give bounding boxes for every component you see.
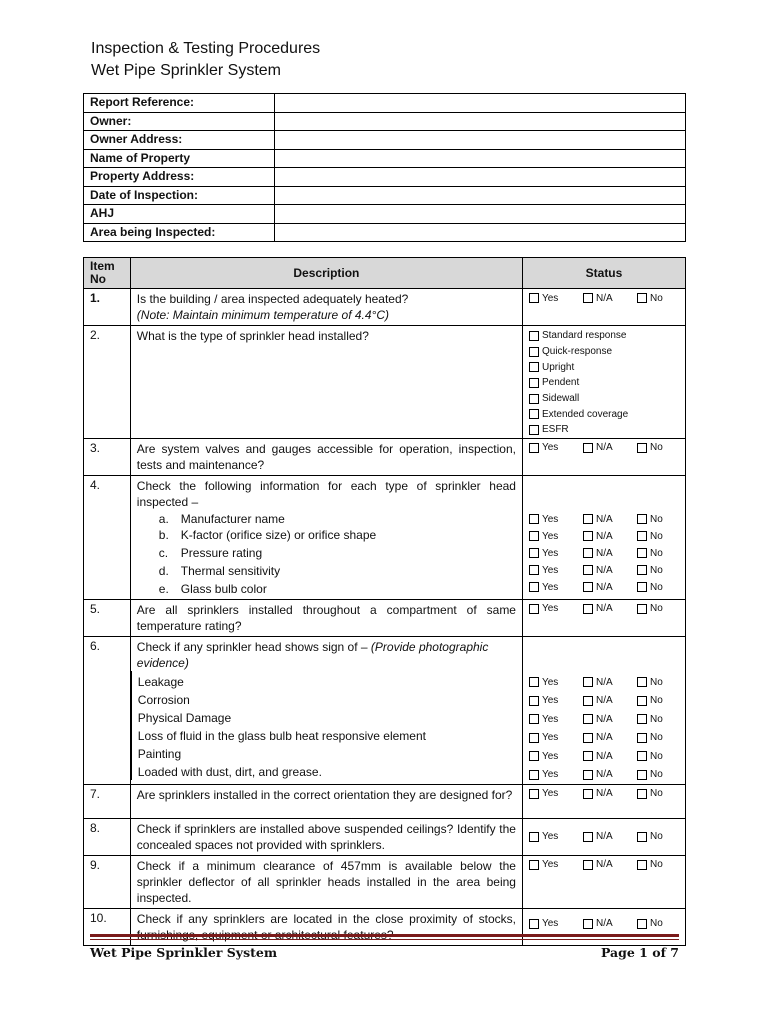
na-checkbox[interactable] [583, 443, 593, 453]
status-options: Yes N/A No [523, 915, 685, 933]
inspection-checklist-table [83, 257, 686, 946]
item-description: Check if any sprinkler head shows sign of – (Provide photographic evidence) [136, 639, 489, 670]
table-row [84, 784, 686, 818]
info-value-field[interactable] [275, 94, 686, 113]
list-item: a. Manufacturer name [158, 511, 285, 526]
status-options: Yes N/A No [523, 828, 685, 846]
info-row [84, 168, 686, 187]
na-checkbox[interactable] [583, 565, 593, 575]
yes-checkbox[interactable] [529, 832, 539, 842]
info-row [84, 112, 686, 131]
info-label: AHJ [84, 205, 275, 224]
no-checkbox[interactable] [637, 832, 647, 842]
info-label: Name of Property [84, 149, 275, 168]
yes-checkbox[interactable] [529, 531, 539, 541]
yes-checkbox[interactable] [529, 860, 539, 870]
no-checkbox[interactable] [637, 531, 647, 541]
item-number: 2. [84, 326, 131, 439]
status-options: Yes N/A No [523, 856, 685, 874]
info-label: Owner: [84, 112, 275, 131]
table-row [84, 818, 686, 855]
table-row [84, 326, 686, 439]
na-checkbox[interactable] [583, 696, 593, 706]
yes-checkbox[interactable] [529, 514, 539, 524]
item-number: 9. [84, 855, 131, 908]
report-info-table [83, 93, 686, 242]
na-label: N/A [595, 292, 613, 304]
upright-checkbox[interactable] [529, 362, 539, 372]
item-description: Are system valves and gauges accessible for operation, inspection, tests and maintenance? [136, 441, 516, 472]
na-checkbox[interactable] [583, 789, 593, 799]
extended-coverage-checkbox[interactable] [529, 409, 539, 419]
item-number: 1. [84, 289, 131, 326]
item-description: Are all sprinklers installed throughout a compartment of same temperature rating? [136, 602, 516, 633]
status-options-group: Yes N/A No Yes N/A No Yes N/A No Yes N/A No Yes N/A No Yes N/A No [523, 637, 685, 784]
item-number: 7. [84, 784, 131, 818]
list-item: c. Pressure rating [158, 545, 263, 560]
no-checkbox[interactable] [637, 514, 647, 524]
list-item: Painting [131, 744, 516, 762]
table-row [84, 855, 686, 908]
na-checkbox[interactable] [583, 548, 593, 558]
no-checkbox[interactable] [637, 582, 647, 592]
no-checkbox[interactable] [637, 789, 647, 799]
pendent-checkbox[interactable] [529, 378, 539, 388]
yes-checkbox[interactable] [529, 604, 539, 614]
list-item: Loaded with dust, dirt, and grease. [131, 762, 516, 780]
info-label: Area being Inspected: [84, 223, 275, 242]
item-number: 4. [84, 475, 131, 599]
yes-checkbox[interactable] [529, 293, 539, 303]
footer-document-name: Wet Pipe Sprinkler System [90, 945, 278, 960]
document-title: Inspection & Testing Procedures [91, 40, 321, 57]
item-description: Check if any sprinklers are located in the close proximity of stocks, [136, 911, 516, 926]
info-value-field[interactable] [275, 112, 686, 131]
yes-checkbox[interactable] [529, 733, 539, 743]
info-label: Owner Address: [84, 131, 275, 150]
status-options: Yes N/A No [523, 785, 685, 803]
no-checkbox[interactable] [637, 443, 647, 453]
list-item: Loss of fluid in the glass bulb heat responsive element [131, 726, 516, 744]
status-options-group: Yes N/A No Yes N/A No Yes N/A No Yes N/A No Yes N/A No [523, 476, 685, 596]
footer-page-number: Page 1 of 7 [600, 945, 679, 960]
status-options [523, 289, 685, 307]
footer-divider [90, 934, 679, 937]
list-item: Corrosion [131, 690, 516, 708]
no-checkbox[interactable] [637, 733, 647, 743]
no-checkbox[interactable] [637, 919, 647, 929]
na-checkbox[interactable] [583, 860, 593, 870]
na-checkbox[interactable] [583, 919, 593, 929]
item-description: Check the following information for each type of sprinkler head inspected – [136, 478, 516, 509]
info-row [84, 149, 686, 168]
yes-label: Yes [541, 442, 559, 454]
document-subtitle: Wet Pipe Sprinkler System [91, 62, 281, 79]
na-checkbox[interactable] [583, 832, 593, 842]
item-number: 10. [84, 908, 131, 945]
no-checkbox[interactable] [637, 565, 647, 575]
no-checkbox[interactable] [637, 604, 647, 614]
item-note: (Note: Maintain minimum temperature of 4.4°C) [136, 308, 390, 322]
item-number: 3. [84, 438, 131, 475]
info-row [84, 223, 686, 242]
option-label: Quick-response [541, 346, 613, 358]
item-number: 8. [84, 818, 131, 855]
table-row [84, 636, 686, 784]
info-label: Date of Inspection: [84, 186, 275, 205]
list-item: Leakage [131, 671, 516, 690]
no-checkbox[interactable] [637, 770, 647, 780]
table-header-row [84, 258, 686, 289]
no-checkbox[interactable] [637, 714, 647, 724]
info-row [84, 186, 686, 205]
no-checkbox[interactable] [637, 696, 647, 706]
table-row [84, 289, 686, 326]
list-item: d. Thermal sensitivity [158, 563, 281, 578]
item-description: Check if a minimum clearance of 457mm is available below the sprinkler deflector of all sprinkler heads installed in the area being inspected. [136, 858, 516, 905]
no-checkbox[interactable] [637, 751, 647, 761]
info-value-field[interactable] [275, 186, 686, 205]
na-checkbox[interactable] [583, 677, 593, 687]
option-label: Upright [541, 361, 575, 373]
info-value-field[interactable] [275, 223, 686, 242]
col-header-status: Status [522, 258, 685, 289]
info-row [84, 205, 686, 224]
esfr-checkbox[interactable] [529, 425, 539, 435]
no-label: No [649, 292, 663, 304]
yes-checkbox[interactable] [529, 582, 539, 592]
na-checkbox[interactable] [583, 751, 593, 761]
yes-checkbox[interactable] [529, 789, 539, 799]
no-checkbox[interactable] [637, 548, 647, 558]
no-checkbox[interactable] [637, 677, 647, 687]
col-header-item-no: Item No [84, 258, 131, 289]
table-row [84, 599, 686, 636]
yes-checkbox[interactable] [529, 548, 539, 558]
na-checkbox[interactable] [583, 514, 593, 524]
info-label: Property Address: [84, 168, 275, 187]
yes-checkbox[interactable] [529, 696, 539, 706]
item-number: 6. [84, 636, 131, 784]
na-checkbox[interactable] [583, 714, 593, 724]
na-checkbox[interactable] [583, 531, 593, 541]
status-options: Yes N/A No [523, 600, 685, 618]
option-label: Extended coverage [541, 408, 629, 420]
info-label: Report Reference: [84, 94, 275, 113]
info-value-field[interactable] [275, 131, 686, 150]
na-checkbox[interactable] [583, 770, 593, 780]
standard-response-checkbox[interactable] [529, 331, 539, 341]
col-header-description: Description [130, 258, 522, 289]
na-checkbox[interactable] [583, 293, 593, 303]
na-label: N/A [595, 442, 613, 454]
no-checkbox[interactable] [637, 860, 647, 870]
sidewall-checkbox[interactable] [529, 394, 539, 404]
yes-checkbox[interactable] [529, 714, 539, 724]
no-label: No [649, 442, 663, 454]
item-description: What is the type of sprinkler head installed? [136, 329, 369, 343]
list-item: e. Glass bulb color [158, 581, 267, 596]
status-options [523, 439, 685, 457]
info-row [84, 131, 686, 150]
na-checkbox[interactable] [583, 582, 593, 592]
option-label: Pendent [541, 377, 580, 389]
no-checkbox[interactable] [637, 293, 647, 303]
na-checkbox[interactable] [583, 733, 593, 743]
na-checkbox[interactable] [583, 604, 593, 614]
item-description: Check if sprinklers are installed above suspended ceilings? Identify the concealed spaces not provided with sprinklers. [136, 821, 516, 852]
yes-checkbox[interactable] [529, 443, 539, 453]
yes-checkbox[interactable] [529, 751, 539, 761]
table-row [84, 475, 686, 599]
option-label: ESFR [541, 424, 569, 436]
sprinkler-type-options [523, 326, 685, 438]
table-row [84, 438, 686, 475]
info-value-field[interactable] [275, 149, 686, 168]
option-label: Standard response [541, 330, 627, 342]
yes-checkbox[interactable] [529, 770, 539, 780]
info-value-field[interactable] [275, 168, 686, 187]
list-item: Physical Damage [131, 708, 516, 726]
yes-checkbox[interactable] [529, 919, 539, 929]
footer-divider-thin [90, 939, 679, 940]
yes-label: Yes [541, 292, 559, 304]
option-label: Sidewall [541, 393, 580, 405]
quick-response-checkbox[interactable] [529, 347, 539, 357]
list-item: b. K-factor (orifice size) or orifice shape [158, 527, 377, 542]
info-row [84, 94, 686, 113]
item-description: Are sprinklers installed in the correct orientation they are designed for? [136, 787, 513, 802]
yes-checkbox[interactable] [529, 565, 539, 575]
item-number: 5. [84, 599, 131, 636]
info-value-field[interactable] [275, 205, 686, 224]
yes-checkbox[interactable] [529, 677, 539, 687]
item-description: Is the building / area inspected adequately heated? [136, 292, 409, 306]
